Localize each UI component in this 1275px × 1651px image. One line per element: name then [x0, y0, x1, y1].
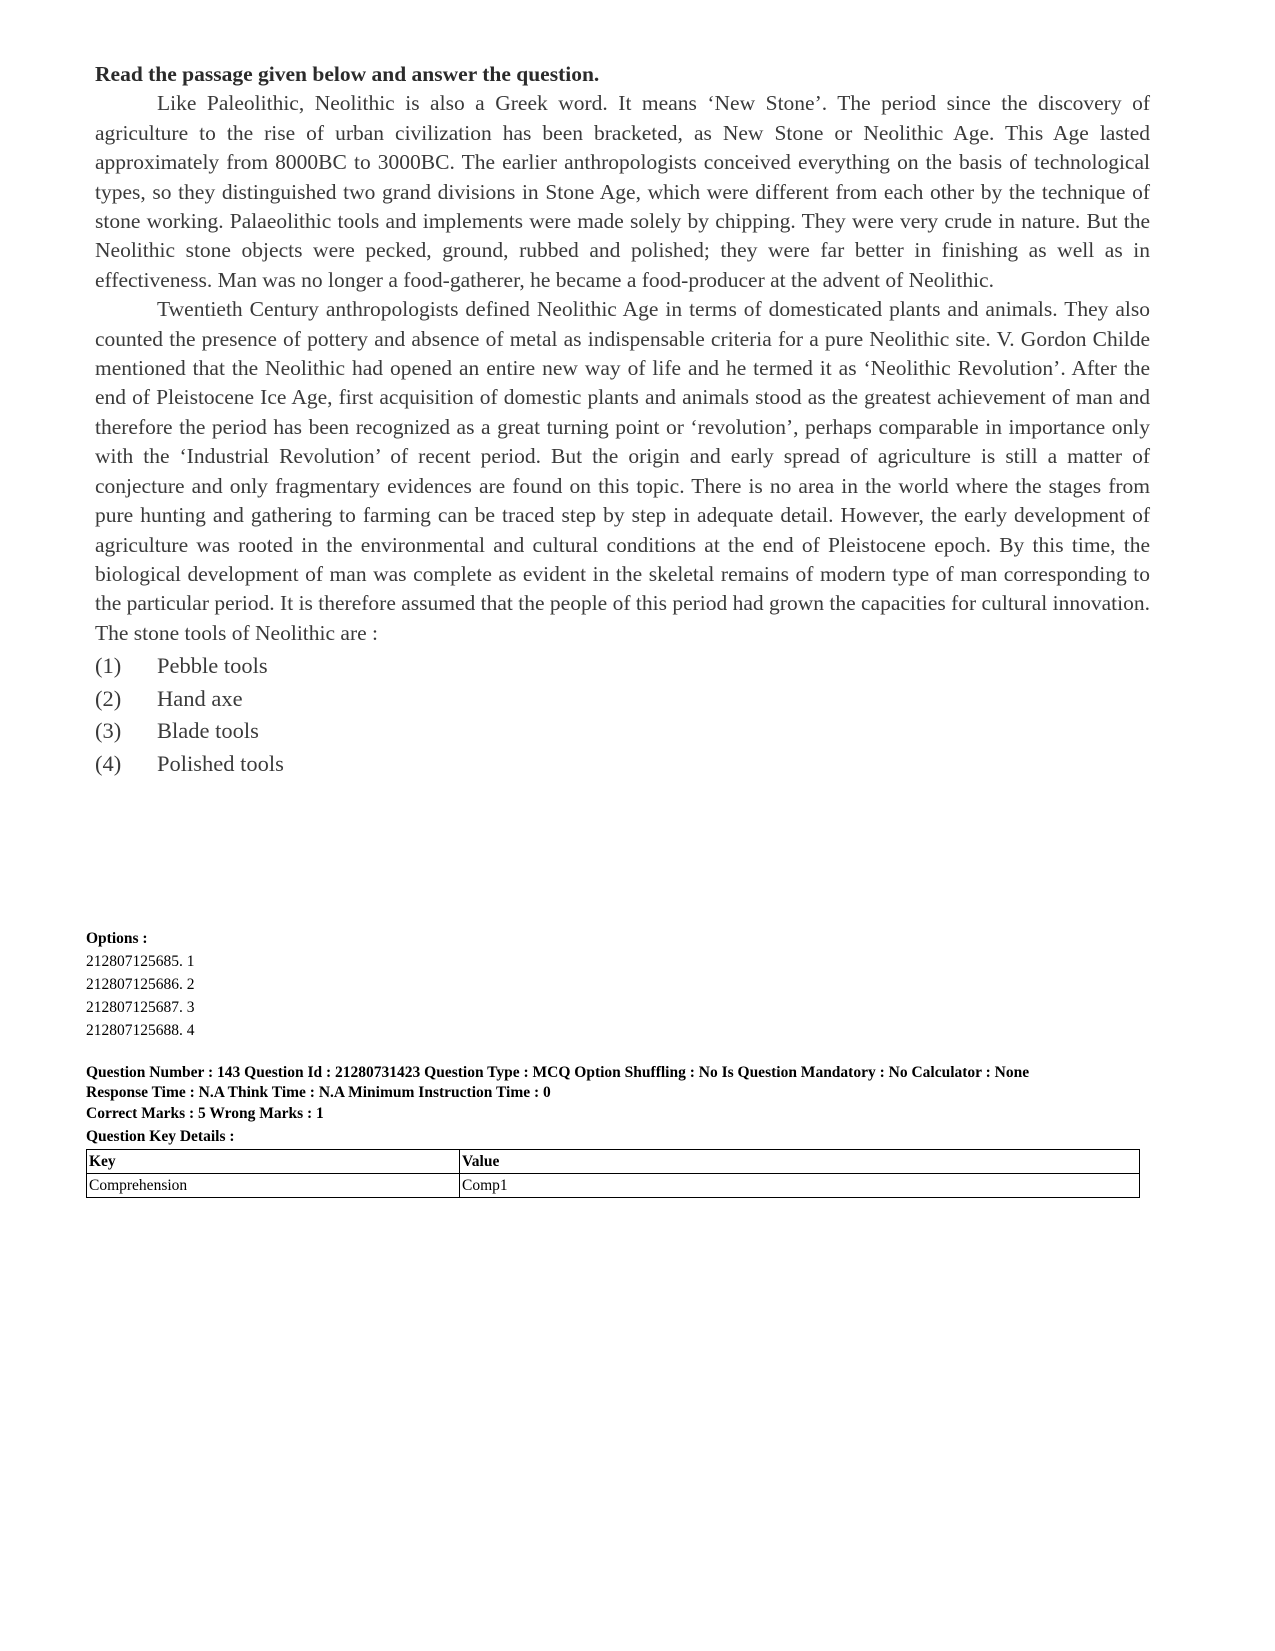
passage-paragraph-1: Like Paleolithic, Neolithic is also a Greek word. It means ‘New Stone’. The period since the discovery of agriculture to the rise of urban civilization has been bracketed, as New Stone or Neolithic Age. This Age lasted approximately from 8000BC to 3000BC. The earlier anthropologists conceived everything on the basis of technological types, so they distinguished two grand divisions in Stone Age, which were different from each other by the technique of stone working. Palaeolithic tools and implements were made solely by chipping. They were very crude in nature. But the Neolithic stone objects were pecked, ground, rubbed and polished; they were far better in finishing as well as in effectiveness. Man was no longer a food-gatherer, he became a food-producer at the advent of Neolithic.	[95, 91, 1150, 292]
marks-line: Correct Marks : 5 Wrong Marks : 1	[86, 1105, 324, 1122]
choice-text: Blade tools	[157, 718, 259, 744]
question-info-line-1: Question Number : 143 Question Id : 21280731423 Question Type : MCQ Option Shuffling : No Is Question Mandatory : No Calculator : None	[86, 1064, 1030, 1081]
option-item: 212807125685. 1	[86, 953, 195, 970]
key-details-table	[86, 1149, 1140, 1198]
passage-paragraph-2: Twentieth Century anthropologists defined Neolithic Age in terms of domesticated plants and animals. They also counted the presence of pottery and absence of metal as indispensable criteria for a pure Neolithic site. V. Gordon Childe mentioned that the Neolithic had opened an entire new way of life and he termed it as ‘Neolithic Revolution’. After the end of Pleistocene Ice Age, first acquisition of domestic plants and animals stood as the greatest achievement of man and therefore the period has been recognized as a great turning point or ‘revolution’, perhaps comparable in importance only with the ‘Industrial Revolution’ of recent period. But the origin and early spread of agriculture is still a matter of conjecture and only fragmentary evidences are found on this topic. There is no area in the world where the stages from pure hunting and gathering to farming can be traced step by step in adequate detail. However, the early development of agriculture was rooted in the environmental and cultural conditions at the end of Pleistocene epoch. By this time, the biological development of man was complete as evident in the skeletal remains of modern type of man corresponding to the particular period. It is therefore assumed that the people of this period had grown the capacities for cultural innovation.	[95, 297, 1150, 616]
choice-text: Polished tools	[157, 750, 284, 776]
header-key: Key	[87, 1150, 460, 1174]
choice-text: Hand axe	[157, 685, 243, 711]
choice-text: Pebble tools	[157, 653, 268, 679]
cell-value: Comp1	[460, 1174, 1140, 1198]
cell-key: Comprehension	[87, 1174, 460, 1198]
table-row	[87, 1174, 1140, 1198]
choice-list	[95, 650, 1150, 780]
passage-heading: Read the passage given below and answer the question.	[95, 62, 600, 86]
choice-item	[95, 748, 1150, 781]
key-details-label: Question Key Details :	[86, 1128, 235, 1145]
choice-number: (4)	[95, 750, 122, 776]
choice-item	[95, 715, 1150, 748]
option-item: 212807125687. 3	[86, 999, 195, 1016]
passage-scan	[95, 60, 1150, 780]
choice-number: (3)	[95, 718, 122, 744]
question-metadata	[86, 927, 1146, 1198]
choice-number: (1)	[95, 653, 122, 679]
table-header-row	[87, 1150, 1140, 1174]
header-value: Value	[460, 1150, 1140, 1174]
options-label: Options :	[86, 930, 148, 947]
option-item: 212807125686. 2	[86, 976, 195, 993]
option-item: 212807125688. 4	[86, 1022, 195, 1039]
question-text: The stone tools of Neolithic are :	[95, 620, 379, 645]
choice-number: (2)	[95, 685, 122, 711]
choice-item	[95, 683, 1150, 716]
choice-item	[95, 650, 1150, 683]
question-info-line-2: Response Time : N.A Think Time : N.A Minimum Instruction Time : 0	[86, 1083, 551, 1101]
